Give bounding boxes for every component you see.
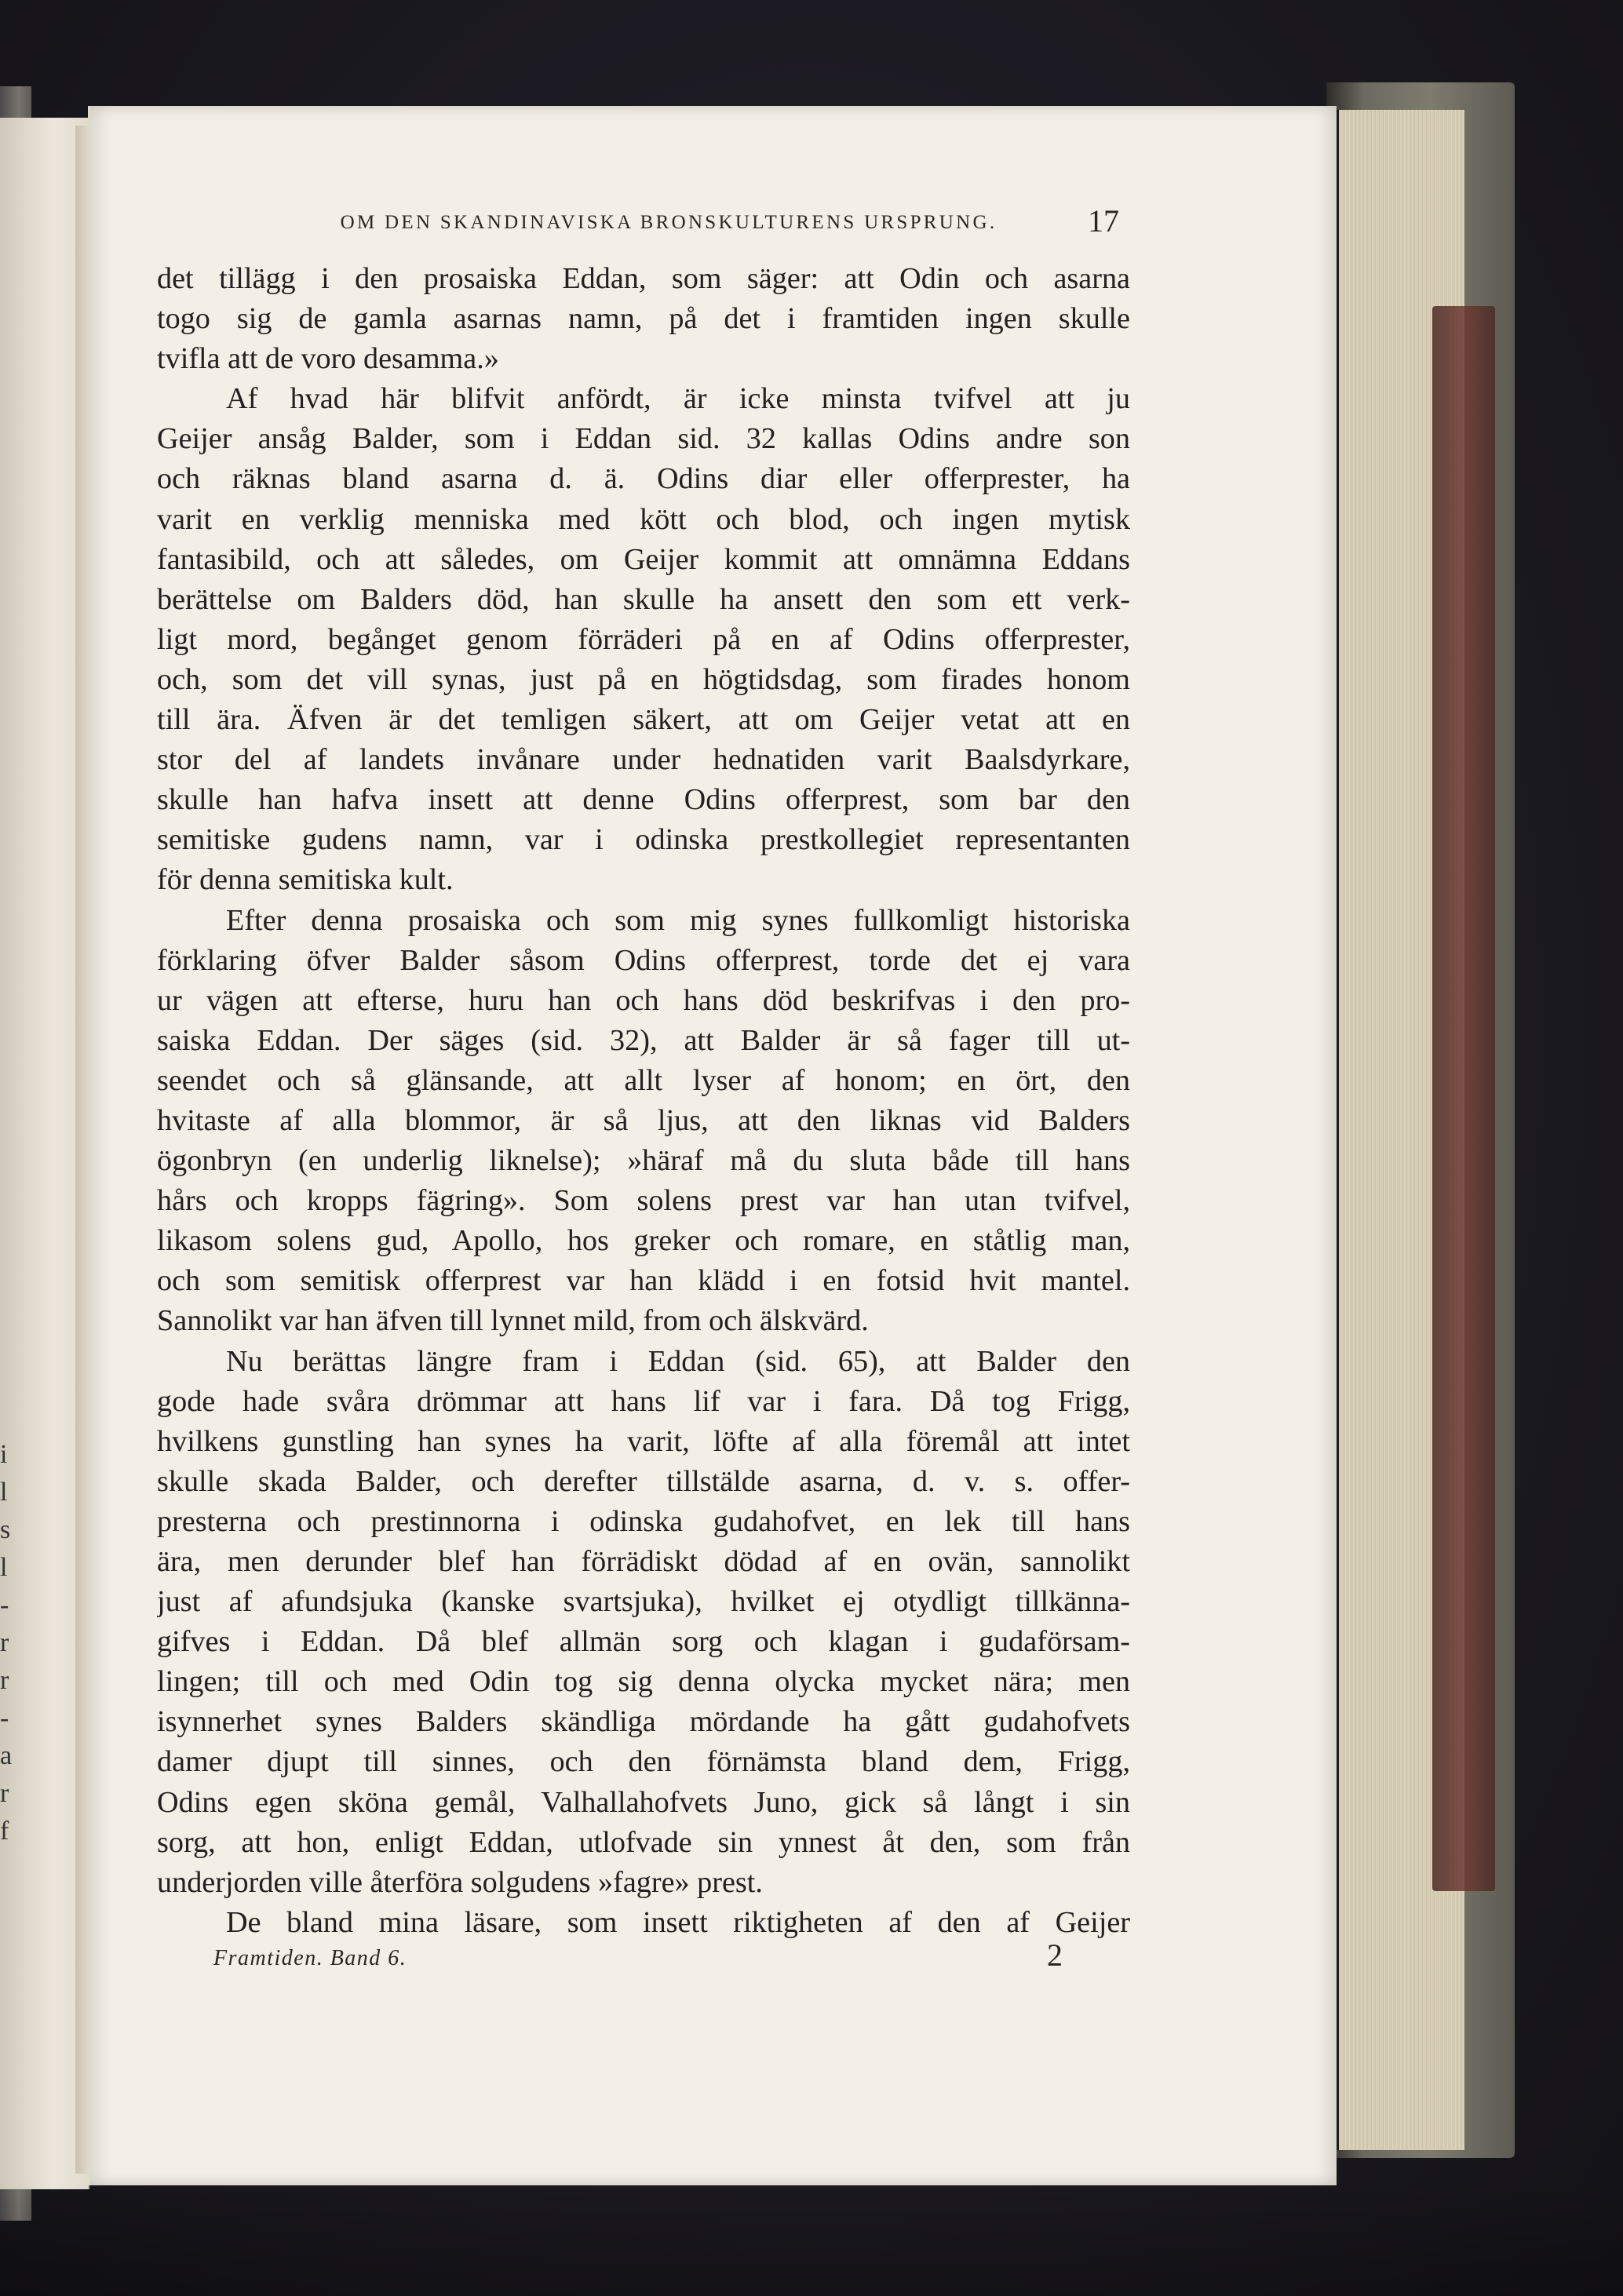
text-line: och räknas bland asarna d. ä. Odins diar eller offerprester, ha	[157, 462, 1130, 496]
text-line: presterna och prestinnorna i odinska gudahofvet, en lek till hans	[157, 1504, 1130, 1538]
fragment-char: f	[0, 1817, 9, 1846]
text-line: underjorden ville återföra solgudens »fagre» prest.	[157, 1865, 763, 1899]
text-line: det tillägg i den prosaiska Eddan, som säger: att Odin och asarna	[157, 262, 1130, 295]
text-line: gode hade svåra drömmar att hans lif var i fara. Då tog Frigg,	[157, 1384, 1130, 1418]
text-line: just af afundsjuka (kanske svartsjuka), hvilket ej otydligt tillkänna-	[157, 1585, 1130, 1619]
text-line: och, som det vill synas, just på en högtidsdag, som firades honom	[157, 662, 1130, 696]
text-line: lingen; till och med Odin tog sig denna olycka mycket nära; men	[157, 1665, 1130, 1699]
fragment-char: r	[0, 1628, 9, 1657]
text-line: Efter denna prosaiska och som mig synes fullkomligt historiska	[226, 903, 1130, 937]
text-line: ögonbryn (en underlig liknelse); »häraf må du sluta både till hans	[157, 1144, 1130, 1178]
footer-signature: 2	[1047, 1937, 1063, 1973]
text-line: ur vägen att efterse, huru han och hans död beskrifvas i den pro-	[157, 983, 1130, 1017]
text-line: skulle han hafva insett att denne Odins offerprest, som bar den	[157, 783, 1130, 817]
text-line: damer djupt till sinnes, och den förnämsta bland dem, Frigg,	[157, 1745, 1130, 1779]
text-line: gifves i Eddan. Då blef allmän sorg och klagan i gudaförsam-	[157, 1625, 1130, 1659]
bottom-shadow	[0, 2181, 1623, 2296]
text-line: och som semitisk offerprest var han klädd i en fotsid hvit mantel.	[157, 1264, 1130, 1298]
text-line: hvitaste af alla blommor, är så ljus, att den liknas vid Balders	[157, 1103, 1130, 1137]
text-line: för denna semitiska kult.	[157, 863, 454, 897]
text-line: togo sig de gamla asarnas namn, på det i framtiden ingen skulle	[157, 302, 1130, 336]
previous-page-fragments	[0, 1436, 24, 1985]
text-line: till ära. Äfven är det temligen säkert, att om Geijer vetat att en	[157, 703, 1130, 737]
text-line: semitiske gudens namn, var i odinska prestkollegiet representanten	[157, 823, 1130, 857]
fragment-char: i	[0, 1440, 8, 1469]
fragment-char: -	[0, 1704, 9, 1733]
text-line: Odins egen sköna gemål, Valhallahofvets Juno, gick så långt i sin	[157, 1785, 1130, 1819]
text-line: saiska Eddan. Der säges (sid. 32), att Balder är så fager till ut-	[157, 1023, 1130, 1057]
text-line: fantasibild, och att således, om Geijer kommit att omnämna Eddans	[157, 542, 1130, 576]
text-line: berättelse om Balders död, han skulle ha ansett den som ett verk-	[157, 582, 1130, 616]
text-line: varit en verklig menniska med kött och blod, och ingen mytisk	[157, 502, 1130, 536]
body-text	[157, 259, 1130, 1943]
fragment-char: -	[0, 1591, 9, 1620]
text-line: skulle skada Balder, och derefter tillstälde asarna, d. v. s. offer-	[157, 1464, 1130, 1498]
text-line: Geijer ansåg Balder, som i Eddan sid. 32 kallas Odins andre son	[157, 422, 1130, 456]
footer-journal: Framtiden. Band 6.	[213, 1946, 407, 1970]
text-line: likasom solens gud, Apollo, hos greker och romare, en ståtlig man,	[157, 1224, 1130, 1258]
text-line: tvifla att de voro desamma.»	[157, 342, 499, 376]
text-line: sorg, att hon, enligt Eddan, utlofvade sin ynnest åt den, som från	[157, 1825, 1130, 1859]
text-line: seendet och så glänsande, att allt lyser af honom; en ört, den	[157, 1063, 1130, 1097]
running-head: OM DEN SKANDINAVISKA BRONSKULTURENS URSPRUNG.	[340, 212, 998, 233]
text-line: Nu berättas längre fram i Eddan (sid. 65), att Balder den	[226, 1344, 1130, 1378]
text-line: ära, men derunder blef han förrädiskt dödad af en ovän, sannolikt	[157, 1545, 1130, 1578]
fragment-char: a	[0, 1741, 13, 1770]
cover-spine-accent	[1432, 306, 1495, 1891]
fragment-char: l	[0, 1478, 8, 1507]
fragment-char: r	[0, 1666, 9, 1695]
text-line: hvilkens gunstling han synes ha varit, löfte af alla föremål att intet	[157, 1424, 1130, 1458]
text-line: Af hvad här blifvit anfördt, är icke minsta tvifvel att ju	[226, 382, 1130, 416]
fragment-char: l	[0, 1553, 8, 1582]
text-line: De bland mina läsare, som insett riktigheten af den af Geijer	[226, 1905, 1130, 1939]
text-line: isynnerhet synes Balders skändliga mördande ha gått gudahofvets	[157, 1705, 1130, 1739]
text-line: hårs och kropps fägring». Som solens prest var han utan tvifvel,	[157, 1184, 1130, 1218]
fragment-char: r	[0, 1779, 9, 1808]
fragment-char: s	[0, 1515, 11, 1544]
page-number: 17	[1088, 203, 1119, 239]
text-line: stor del af landets invånare under hednatiden varit Baalsdyrkare,	[157, 743, 1130, 777]
text-line: förklaring öfver Balder såsom Odins offerprest, torde det ej vara	[157, 943, 1130, 977]
text-line: Sannolikt var han äfven till lynnet mild, from och älskvärd.	[157, 1304, 869, 1338]
text-line: ligt mord, begånget genom förräderi på en af Odins offerprester,	[157, 622, 1130, 656]
